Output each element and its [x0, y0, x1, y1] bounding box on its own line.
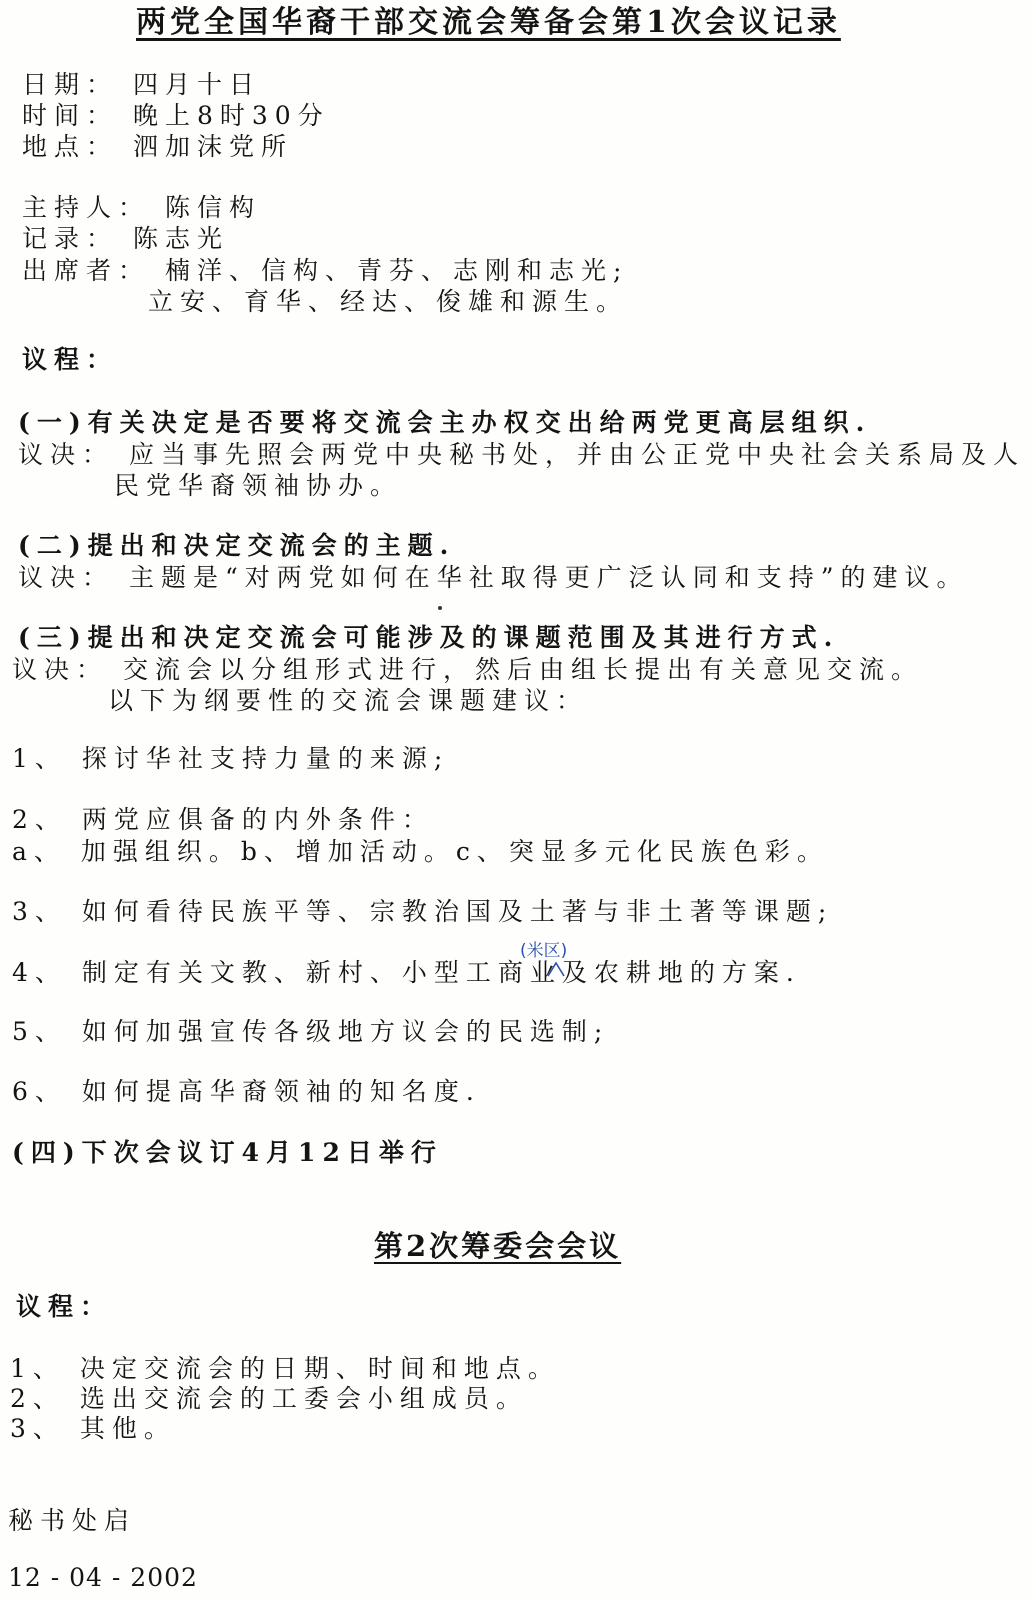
item-2-heading: (二)提出和决定交流会的主题. [18, 531, 456, 560]
attendees-line-1: 出席者： 楠洋、信构、青芬、志刚和志光; [22, 256, 629, 285]
signoff: 秘书处启 [8, 1506, 137, 1535]
topic-1: 1、 探讨华社支持力量的来源; [12, 744, 450, 773]
topic-3: 3、 如何看待民族平等、宗教治国及土著与非土著等课题; [12, 897, 834, 926]
topic-5: 5、 如何加强宣传各级地方议会的民选制; [12, 1017, 610, 1046]
agenda-2-item-3: 3、 其他。 [10, 1414, 176, 1443]
meeting-place: 地点： 泗加沫党所 [22, 132, 293, 161]
attendees-line-2: 立安、育华、经达、俊雄和源生。 [148, 287, 629, 316]
topic-2: 2、 两党应俱备的内外条件： [12, 805, 434, 834]
signed-date: 12 - 04 - 2002 [8, 1563, 198, 1592]
topic-2-subitems: a、 加强组织。b、增加活动。c、突显多元化民族色彩。 [12, 837, 829, 866]
topic-6: 6、 如何提高华裔领袖的知名度. [12, 1077, 481, 1106]
item-3-heading: (三)提出和决定交流会可能涉及的课题范围及其进行方式. [18, 623, 840, 652]
agenda-2-item-2: 2、 选出交流会的工委会小组成员。 [10, 1384, 528, 1413]
document-title: 两党全国华裔干部交流会筹备会第1次会议记录 [136, 5, 841, 40]
meeting-host: 主持人： 陈信构 [22, 193, 261, 222]
agenda-label: 议程： [22, 345, 119, 374]
ink-speck [438, 606, 442, 610]
agenda-2-item-1: 1、 决定交流会的日期、时间和地点。 [10, 1354, 560, 1383]
item-1-heading: (一)有关决定是否要将交流会主办权交出给两党更高层组织. [18, 408, 872, 437]
topic-4: 4、 制定有关文教、新村、小型工商业及农耕地的方案. [12, 958, 801, 987]
item-1-resolution-line-1: 议决： 应当事先照会两党中央秘书处，并由公正党中央社会关系局及人 [18, 440, 1025, 469]
meeting-recorder: 记录： 陈志光 [22, 224, 229, 253]
item-2-resolution: 议决： 主题是“对两党如何在华社取得更广泛认同和支持”的建议。 [18, 563, 969, 592]
item-1-resolution-line-2: 民党华裔领袖协办。 [114, 471, 403, 500]
item-3-resolution-line-2: 以下为纲要性的交流会课题建议： [108, 686, 589, 715]
meeting-date: 日期： 四月十日 [22, 70, 261, 99]
agenda-2-label: 议程： [16, 1292, 113, 1321]
item-4-next-meeting: (四)下次会议订4月12日举行 [12, 1138, 443, 1167]
handwritten-note: (米区) [520, 941, 568, 961]
meeting-2-title: 第2次筹委会会议 [374, 1229, 622, 1263]
item-3-resolution-line-1: 议决： 交流会以分组形式进行，然后由组长提出有关意见交流。 [12, 655, 923, 684]
meeting-time: 时间： 晚上8时30分 [22, 101, 330, 130]
